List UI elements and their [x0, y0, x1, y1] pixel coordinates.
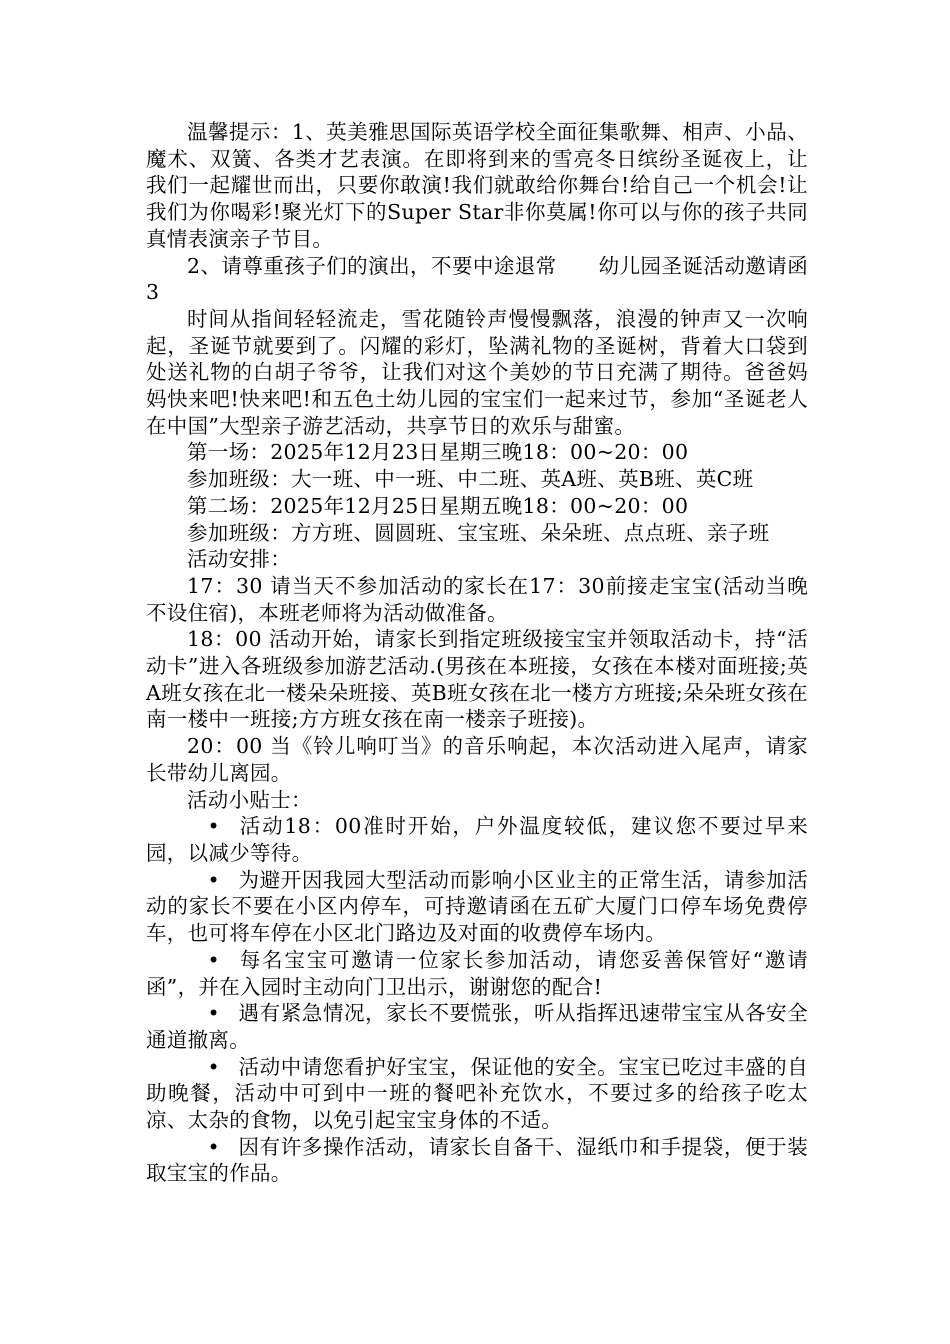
bullet-icon: • [207, 1134, 220, 1159]
bullet-icon: • [207, 867, 220, 892]
tip-text: 因有许多操作活动，请家长自备干、湿纸巾和手提袋，便于装取宝宝的作品。 [146, 1134, 808, 1186]
tip-item [146, 1134, 808, 1187]
bullet-icon: • [207, 1001, 220, 1026]
document-page [146, 119, 808, 1187]
tip-item [146, 867, 808, 947]
tip-item [146, 1054, 808, 1134]
tip-text: 每名宝宝可邀请一位家长参加活动，请您妥善保管好“邀请函”，并在入园时主动向门卫出示，谢谢您的配合! [146, 947, 808, 999]
schedule-heading: 活动安排： [187, 547, 291, 572]
tips-heading: 活动小贴士： [187, 787, 312, 812]
tip-item [146, 813, 808, 866]
tip-text: 为避开因我园大型活动而影响小区业主的正常生活，请参加活动的家长不要在小区内停车，可持邀请函在五矿大厦门口停车场免费停车，也可将车停在小区北门路边及对面的收费停车场内。 [146, 867, 808, 946]
tip-text: 活动中请您看护好宝宝，保证他的安全。宝宝已吃过丰盛的自助晚餐，活动中可到中一班的餐吧补充饮水，不要过多的给孩子吃太凉、太杂的食物，以免引起宝宝身体的不适。 [146, 1054, 808, 1133]
tip-item [146, 947, 808, 1000]
paragraph-reminder-1: 温馨提示：1、英美雅思国际英语学校全面征集歌舞、相声、小品、魔术、双簧、各类才艺表演。在即将到来的雪亮冬日缤纷圣诞夜上，让我们一起耀世而出，只要你敢演!我们就敢给你舞台!给自己一个机会!让我们为你喝彩!聚光灯下的Super Star非你莫属!你可以与你的孩子共同真情表演亲子节目。 [146, 120, 808, 251]
schedule-item-2000: 20：00 当《铃儿响叮当》的音乐响起，本次活动进入尾声，请家长带幼儿离园。 [146, 734, 808, 785]
tip-item [146, 1000, 808, 1053]
bullet-icon: • [207, 947, 220, 972]
bullet-icon: • [207, 814, 220, 839]
session-1-classes: 参加班级：大一班、中一班、中二班、英A班、英B班、英C班 [187, 467, 754, 492]
schedule-item-1800: 18：00 活动开始，请家长到指定班级接宝宝并领取活动卡，持“活动卡”进入各班级参加游艺活动.(男孩在本班接，女孩在本楼对面班接;英A班女孩在北一楼朵朵班接、英B班女孩在北一楼方方班接;朵朵班女孩在南一楼中一班接;方方班女孩在南一楼亲子班接)。 [146, 627, 808, 732]
bullet-icon: • [207, 1054, 220, 1079]
session-1-time: 第一场：2025年12月23日星期三晚18：00~20：00 [187, 440, 689, 465]
paragraph-intro: 时间从指间轻轻流走，雪花随铃声慢慢飘落，浪漫的钟声又一次响起，圣诞节就要到了。闪耀的彩灯，坠满礼物的圣诞树，背着大口袋到处送礼物的白胡子爷爷，让我们对这个美妙的节日充满了期待。爸爸妈妈快来吧!快来吧!和五色土幼儿园的宝宝们一起来过节，参加“圣诞老人在中国”大型亲子游艺活动，共享节日的欢乐与甜蜜。 [146, 306, 808, 438]
tip-text: 活动18：00准时开始，户外温度较低，建议您不要过早来园，以减少等待。 [146, 814, 808, 865]
session-2-time: 第二场：2025年12月25日星期五晚18：00~20：00 [187, 493, 689, 518]
session-2-classes: 参加班级：方方班、圆圆班、宝宝班、朵朵班、点点班、亲子班 [187, 520, 770, 545]
schedule-item-1730: 17：30 请当天不参加活动的家长在17：30前接走宝宝(活动当晚不设住宿)，本班老师将为活动做准备。 [146, 573, 808, 625]
tip-text: 遇有紧急情况，家长不要慌张，听从指挥迅速带宝宝从各安全通道撤离。 [146, 1001, 808, 1052]
paragraph-reminder-2: 2、请尊重孩子们的演出，不要中途退常 幼儿园圣诞活动邀请函3 [146, 253, 808, 305]
